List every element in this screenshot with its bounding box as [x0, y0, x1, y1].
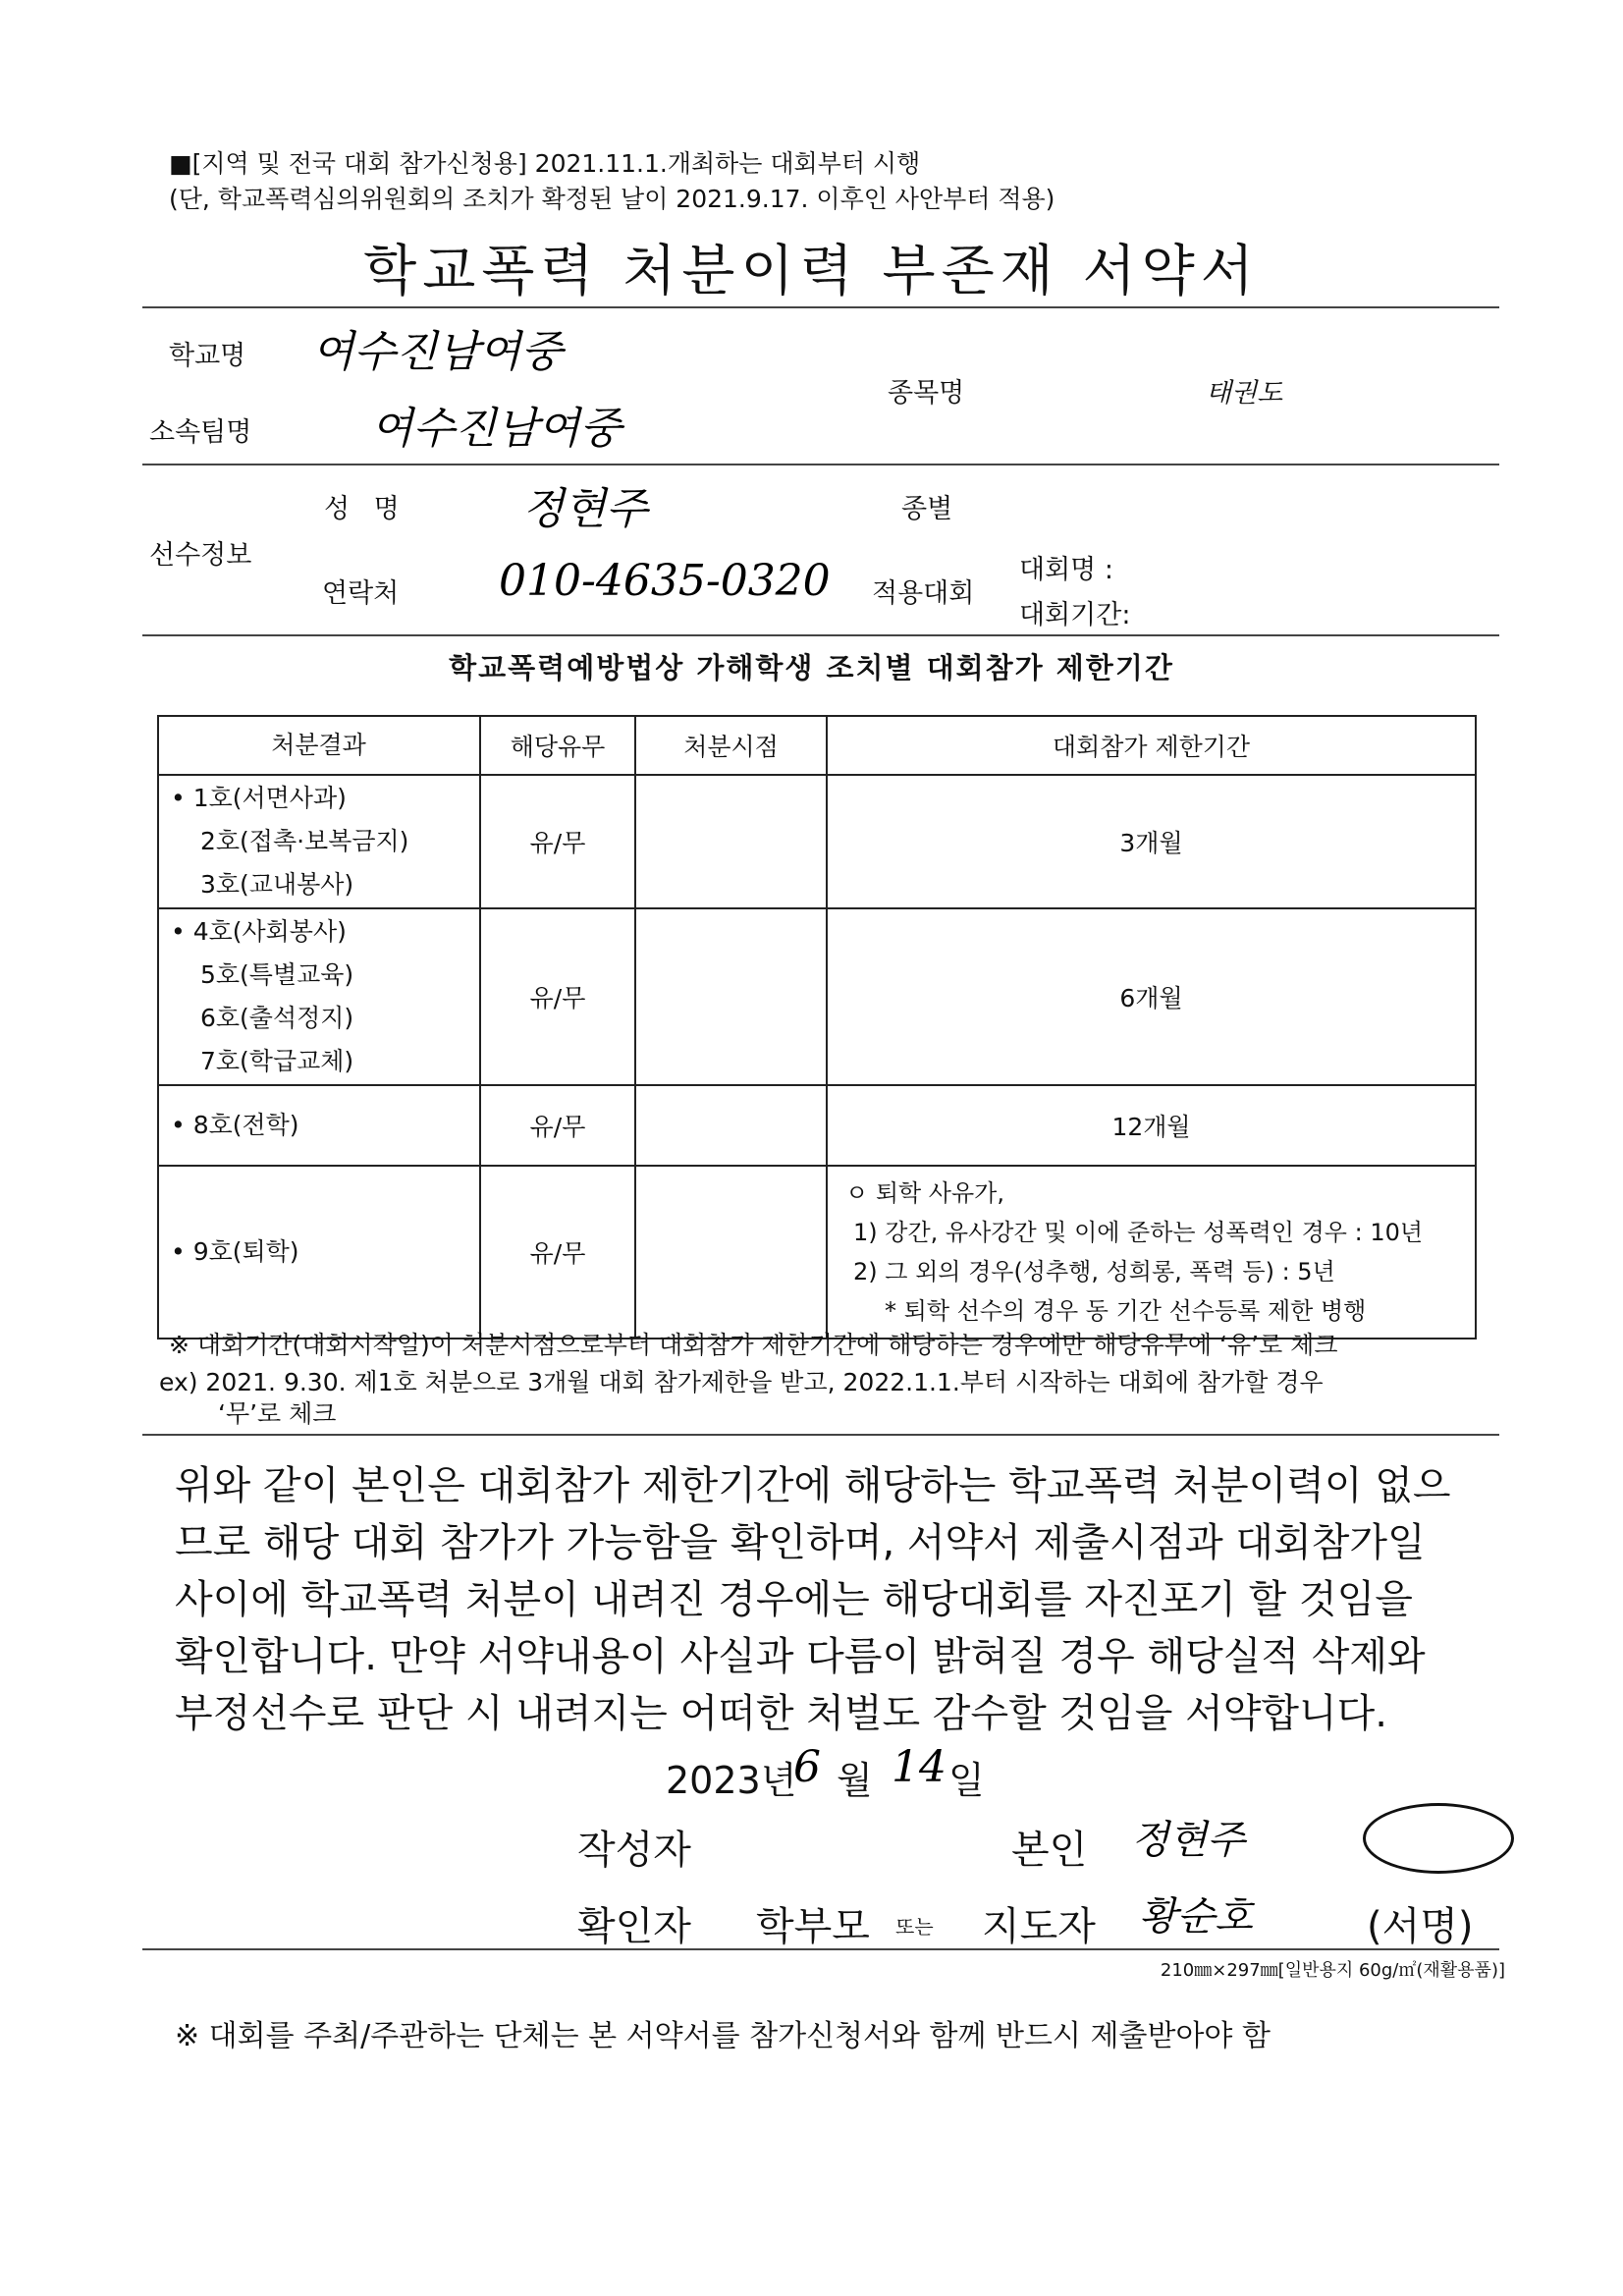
result-cell	[158, 775, 480, 908]
applicable-cell[interactable]: 유/무	[480, 1166, 635, 1339]
competition-name-label: 대회명 :	[1019, 555, 1113, 585]
name-label: 성 명	[324, 494, 407, 524]
contact-label: 연락처	[322, 578, 400, 609]
team-value: 여수진남여중	[371, 404, 622, 454]
oath-line: 사이에 학교폭력 처분이 내려진 경우에는 해당대회를 자진포기 할 것임을	[175, 1577, 1413, 1622]
header-line-2: (단, 학교폭력심의위원회의 조치가 확정된 날이 2021.9.17. 이후인 사안부터 적용)	[169, 185, 1055, 213]
restriction-table	[157, 715, 1477, 1339]
applicable-cell[interactable]: 유/무	[480, 1085, 635, 1166]
table-header-row	[158, 716, 1476, 775]
note-line-3: ‘무’로 체크	[218, 1399, 337, 1428]
applicable-cell[interactable]: 유/무	[480, 775, 635, 908]
table-row	[158, 1085, 1476, 1166]
table-row	[158, 1166, 1476, 1339]
school-value: 여수진남여중	[312, 327, 564, 377]
date-month-unit: 월	[837, 1759, 873, 1802]
limit-cell: 6개월	[827, 908, 1476, 1085]
self-signature: 정현주	[1131, 1818, 1245, 1863]
applied-competition-label: 적용대회	[872, 578, 975, 609]
result-line: • 1호(서면사과)	[171, 784, 347, 812]
paper-spec: 210㎜×297㎜[일반용지 60g/㎡(재활용품)]	[1160, 1960, 1505, 1981]
school-label: 학교명	[169, 341, 246, 371]
header-line-1: ■[지역 및 전국 대회 참가신청용] 2021.11.1.개최하는 대회부터 시행	[169, 149, 921, 178]
limit-line: 1) 강간, 유사강간 및 이에 준하는 성폭력인 경우 : 10년	[853, 1219, 1424, 1246]
final-note: ※ 대회를 주최/주관하는 단체는 본 서약서를 참가신청서와 함께 반드시 제출받아야 함	[175, 2019, 1271, 2053]
confirmer-label: 확인자	[577, 1904, 691, 1949]
date-year: 2023년	[666, 1759, 797, 1802]
name-value: 정현주	[522, 484, 648, 534]
limit-line: * 퇴학 선수의 경우 동 기간 선수등록 제한 병행	[885, 1297, 1367, 1325]
coach-signature: 황순호	[1139, 1894, 1253, 1940]
result-line: • 9호(퇴학)	[171, 1237, 299, 1266]
result-line: 7호(학급교체)	[200, 1047, 354, 1075]
result-line: 3호(교내봉사)	[200, 870, 354, 899]
gender-label: 종별	[901, 494, 953, 524]
limit-cell: 3개월	[827, 775, 1476, 908]
team-label: 소속팀명	[149, 417, 252, 448]
time-cell[interactable]	[635, 775, 827, 908]
seal-label: (서명)	[1367, 1904, 1474, 1949]
col-header-applicable: 해당유무	[480, 716, 635, 775]
document-title: 학교폭력 처분이력 부존재 서약서	[363, 240, 1260, 303]
oath-line: 위와 같이 본인은 대회참가 제한기간에 해당하는 학교폭력 처분이력이 없으	[175, 1463, 1451, 1508]
note-line-1: ※ 대회기간(대회시작일)이 처분시점으로부터 대회참가 제한기간에 해당하는 경우에만 해당유무에 ‘유’로 체크	[169, 1331, 1338, 1359]
date-month: 6	[793, 1742, 821, 1792]
player-section-label: 선수정보	[149, 540, 252, 571]
col-header-time: 처분시점	[635, 716, 827, 775]
result-line: • 4호(사회봉사)	[171, 917, 347, 946]
result-cell	[158, 1166, 480, 1339]
oath-line: 부정선수로 판단 시 내려지는 어떠한 처벌도 감수할 것임을 서약합니다.	[175, 1691, 1387, 1736]
competition-period-label: 대회기간:	[1019, 600, 1131, 630]
result-line: 6호(출석정지)	[200, 1004, 354, 1032]
divider	[142, 306, 1499, 308]
divider	[142, 1434, 1499, 1436]
divider	[142, 1948, 1499, 1950]
parent-label: 학부모	[756, 1904, 870, 1949]
result-line: 5호(특별교육)	[200, 960, 354, 989]
note-line-2: ex) 2021. 9.30. 제1호 처분으로 3개월 대회 참가제한을 받고, 2022.1.1.부터 시작하는 대회에 참가할 경우	[159, 1368, 1324, 1396]
self-seal-icon	[1363, 1803, 1514, 1874]
writer-label: 작성자	[577, 1828, 691, 1873]
table-caption: 학교폭력예방법상 가해학생 조치별 대회참가 제한기간	[449, 651, 1174, 684]
limit-cell: 12개월	[827, 1085, 1476, 1166]
date-day: 14	[892, 1742, 947, 1792]
or-label: 또는	[895, 1915, 934, 1939]
time-cell[interactable]	[635, 908, 827, 1085]
result-cell	[158, 908, 480, 1085]
result-line: 2호(접촉·보복금지)	[200, 827, 409, 855]
divider	[142, 464, 1499, 465]
event-value: 태권도	[1206, 378, 1283, 409]
oath-line: 확인합니다. 만약 서약내용이 사실과 다름이 밝혀질 경우 해당실적 삭제와	[175, 1634, 1426, 1679]
table-row	[158, 775, 1476, 908]
coach-label: 지도자	[982, 1904, 1096, 1949]
col-header-limit: 대회참가 제한기간	[827, 716, 1476, 775]
table-row	[158, 908, 1476, 1085]
oath-line: 므로 해당 대회 참가가 가능함을 확인하며, 서약서 제출시점과 대회참가일	[175, 1520, 1426, 1565]
applicable-cell[interactable]: 유/무	[480, 908, 635, 1085]
result-cell	[158, 1085, 480, 1166]
limit-cell	[827, 1166, 1476, 1339]
col-header-result: 처분결과	[158, 716, 480, 775]
date-day-unit: 일	[948, 1759, 985, 1802]
event-label: 종목명	[888, 378, 965, 409]
result-line: • 8호(전학)	[171, 1111, 299, 1139]
limit-line: ㅇ 퇴학 사유가,	[845, 1179, 1004, 1207]
time-cell[interactable]	[635, 1166, 827, 1339]
contact-value: 010-4635-0320	[499, 556, 831, 606]
divider	[142, 634, 1499, 636]
self-label: 본인	[1011, 1828, 1088, 1873]
time-cell[interactable]	[635, 1085, 827, 1166]
limit-line: 2) 그 외의 경우(성추행, 성희롱, 폭력 등) : 5년	[853, 1258, 1335, 1285]
